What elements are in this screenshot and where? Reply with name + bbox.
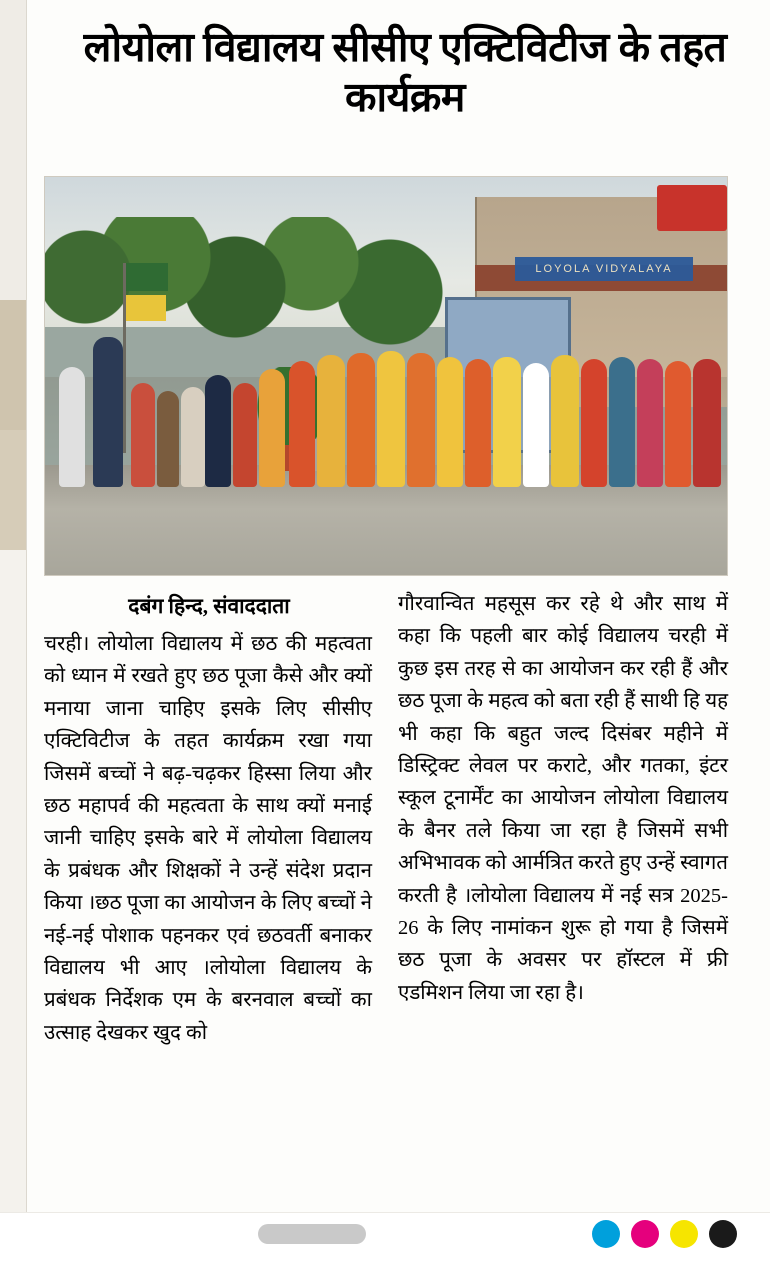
gutter-band-2: [0, 300, 26, 430]
photo-red-sign: [657, 185, 727, 231]
photo-person: [317, 355, 345, 487]
byline: दबंग हिन्द, संवाददाता: [128, 594, 290, 618]
registration-dot: [670, 1220, 698, 1248]
registration-dot: [709, 1220, 737, 1248]
photo-person: [131, 383, 155, 487]
adjacent-column-gutter: [0, 0, 27, 1230]
photo-person: [693, 359, 721, 487]
photo-person: [181, 387, 205, 487]
article-body-left-column: चरही। लोयोला विद्यालय में छठ की महत्वता को ध्यान में रखते हुए छठ पूजा कैसे और क्यों मनाया जाना चाहिए इसके लिए सीसीए एक्टिविटीज के तहत कार्यक्रम रखा गया जिसमें बच्चों ने बढ़-चढ़कर हिस्सा लिया और छठ महापर्व की महत्वता के साथ क्यों मनाई जानी चाहिए इसके बारे में लोयोला विद्यालय के प्रबंधक और शिक्षकों ने उन्हें संदेश प्रदान किया ।छठ पूजा का आयोजन के लिए बच्चों ने नई-नई पोशाक पहनकर एवं छठवर्ती बनाकर विद्यालय भी आए ।लोयोला विद्यालय के प्रबंधक निर्देशक एम के बरनवाल बच्चों का उत्साह देखकर खुद को: [44, 633, 372, 1044]
photo-person: [259, 369, 285, 487]
registration-dot: [592, 1220, 620, 1248]
photo-person: [551, 355, 579, 487]
photo-person: [347, 353, 375, 487]
photo-person: [93, 337, 123, 487]
footer-pill: [258, 1224, 366, 1244]
photo-person: [637, 359, 663, 487]
photo-person: [437, 357, 463, 487]
page-title: लोयोला विद्यालय सीसीए एक्टिविटीज के तहत कार्यक्रम: [83, 24, 727, 120]
photo-person: [59, 367, 85, 487]
photo-person: [205, 375, 231, 487]
photo-person: [665, 361, 691, 487]
photo-person: [407, 353, 435, 487]
photo-crowd: [45, 327, 727, 487]
photo-person: [493, 357, 521, 487]
photo-person: [377, 351, 405, 487]
photo-person: [581, 359, 607, 487]
photo-person: [523, 363, 549, 487]
photo-school-banner: LOYOLA VIDYALAYA: [515, 257, 693, 281]
gutter-band-3: [0, 430, 26, 550]
article-body-right-column: गौरवान्वित महसूस कर रहे थे और साथ में कहा कि पहली बार कोई विद्यालय चरही में कुछ इस तरह से का आयोजन कर रही हैं और छठ पूजा के महत्व को बता रही हैं साथी हि यह भी कहा कि बहुत जल्द दिसंबर महीने में डिस्ट्रिक्ट लेवल पर कराटे, और गतका, इंटर स्कूल टूनार्मेंट का आयोजन लोयोला विद्यालय के बैनर तले किया जा रहा है जिसमें सभी अभिभावक को आर्मत्रित करते हुए उन्हें स्वागत करती है ।लोयोला विद्यालय में नई सत्र 2025- 26 के लिए नामांकन शुरू हो गया है जिसमें छठ पूजा के अवसर पर हॉस्टल में फ्री एडमिशन लिया जा रहा है।: [398, 593, 728, 1004]
article-photo: [44, 176, 728, 576]
photo-person: [609, 357, 635, 487]
photo-person: [157, 391, 179, 487]
registration-dot: [631, 1220, 659, 1248]
photo-flag-green: [126, 263, 168, 291]
photo-person: [465, 359, 491, 487]
gutter-band-4: [0, 550, 26, 1230]
registration-color-dots: [592, 1220, 742, 1250]
photo-flag-yellow: [126, 295, 166, 321]
gutter-band-1: [0, 0, 26, 300]
photo-person: [233, 383, 257, 487]
photo-person: [289, 361, 315, 487]
